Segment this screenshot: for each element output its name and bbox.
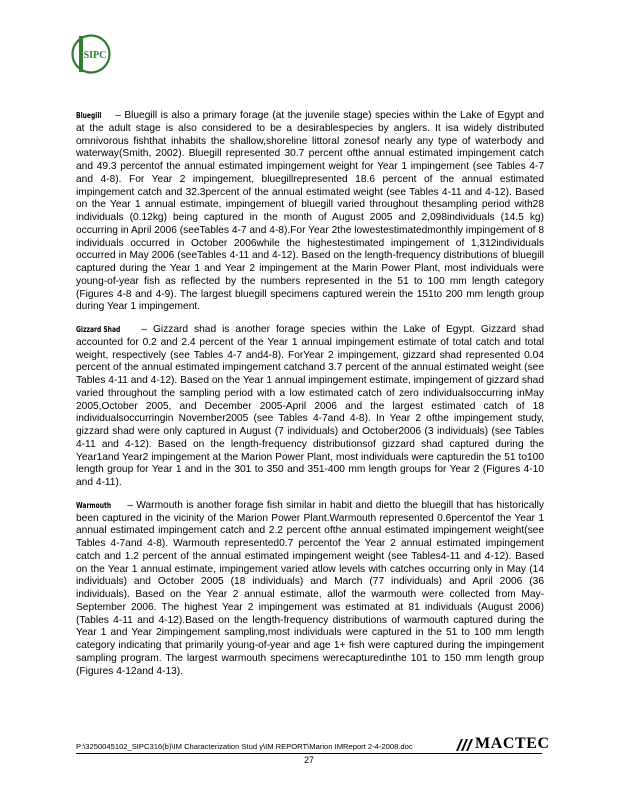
document-body <box>76 110 544 688</box>
warmouth-paragraph <box>76 500 544 679</box>
footer-file-path: P:\3250045102_SIPC316(b)\IM Characterization Stud y\IM REPORT\Marion IMReport 2-4-2008.doc <box>76 742 413 751</box>
page-number: 27 <box>304 755 314 765</box>
logo-text: SIPC <box>83 50 107 61</box>
sipc-logo <box>70 33 112 75</box>
company-name: MACTEC <box>475 735 550 752</box>
bluegill-paragraph <box>76 110 544 314</box>
section-title: Gizzard Shad <box>76 325 121 334</box>
section-title: Bluegill <box>76 111 102 120</box>
mactec-logo <box>455 736 550 752</box>
footer-divider <box>76 753 542 754</box>
section-text: – Warmouth is another forage fish similar in habit and dietto the bluegill that has historically been captured in the vicinity of the Marion Power Plant.Warmouth represented 0.6percentof the Year 1 annual estimated impingement catch and 2.2 percent ofthe annual estimated impingement weight(see Tables 4-7and 4-8). Warmouth represented0.7 percentof the Year 2 annual estimated impingement catch and 1.2 percent of the annual estimated impingement weight (see Tables4-11 and 4-12). Based on the Year 1 annual estimate, impingement varied atlow levels with catches occurring only in May (14 individuals) and October 2005 (18 individuals) and March (77 individuals) and April 2006 (36 individuals). Based on the Year 2 annual estimate, allof the warmouth were collected from May-September 2006. The highest Year 2 impingement was estimated at 81 individuals (August 2006) (Tables 4-11 and 4-12).Based on the length-frequency distributions of warmouth captured during the Year 1 and Year 2impingement sampling,most individuals were captured in the 51 to 100 mm length category indicating that primarily young-of-year and age 1+ fish were captured during the impingement sampling program. The largest warmouth specimens werecapturedinthe 101 to 150 mm length group (Figures 4-12and 4-13). <box>76 499 544 677</box>
section-text: – Gizzard shad is another forage species within the Lake of Egypt. Gizzard shad accounted for 0.2 and 2.4 percent of the Year 1 annual impingement estimate of total catch and total weight, respectively (see Tables 4-7 and4-8). ForYear 2 impingement, gizzard shad represented 0.04 percent of the annual estimated impingement catchand 3.7 percent of the annual estimated weight (see Tables 4-11 and 4-12). Based on the Year 1 annual impingement estimate, impingement of gizzard shad varied throughout the sampling period with a low estimated catch of zero individualsoccurring inMay 2005,October 2005, and December 2005-April 2006 and the largest estimated catch of 18 individualsoccurringin November2005 (see Tables 4-7and 4-8). In Year 2 ofthe impingement study, gizzard shad were only captured in August (7 individuals) and October2006 (3 individuals) (see Tables 4-11 and 4-12). Based on the length-frequency distributionsof gizzard shad captured during the Year1and Year2 impingement at the Marion Power Plant, most individuals were capturedin the 51 to100 length group for Year 1 and in the 301 to 350 and 351-400 mm length groups for Year 2 (Figures 4-10 and 4-11). <box>76 324 544 488</box>
mactec-mark-icon <box>455 736 473 752</box>
section-text: – Bluegill is also a primary forage (at the juvenile stage) species within the Lake of Egypt and at the adult stage is also considered to be a desirablespecies by anglers. It isa widely distributed omnivorous fishthat inhabits the shallow,shoreline littoral zonesof nearly any type of waterbody and waterway(Smith, 2002). Bluegill represented 30.7 percent ofthe annual estimated impingement catch and 49.3 percentof the annual estimated impingement weight for Year 1 impingement (see Tables 4-7 and 4-8). For Year 2 impingement, bluegillrepresented 18.6 percent of the annual estimated impingement catch and 32.3percent of the annual estimated weight (see Tables 4-11 and 4-12). Based on the Year 1 annual estimate, impingement of bluegill varied throughout thesampling period with28 individuals (0.12kg) being captured in the month of August 2005 and 2,098individuals (14.5 kg) occurring in April 2006 (seeTables 4-7 and 4-8).For Year 2the lowestestimatedmonthly impingement of 8 individuals occurred in October 2006while the highestestimated impingement of 1,312individuals occurred in May 2006 (seeTables 4-11 and 4-12). Based on the length-frequency distributions of bluegill captured during the Year 1 and Year 2 impingement at the Marin Power Plant, most individuals were young-of-year fish as reflected by the numbers represented in the 51 to 100 mm length category (Figures 4-8 and 4-9). The largest bluegill specimens captured werein the 151to 200 mm length group during Year 1 impingement. <box>76 110 544 313</box>
section-title: Warmouth <box>76 500 112 510</box>
gizzard-shad-paragraph <box>76 324 544 490</box>
